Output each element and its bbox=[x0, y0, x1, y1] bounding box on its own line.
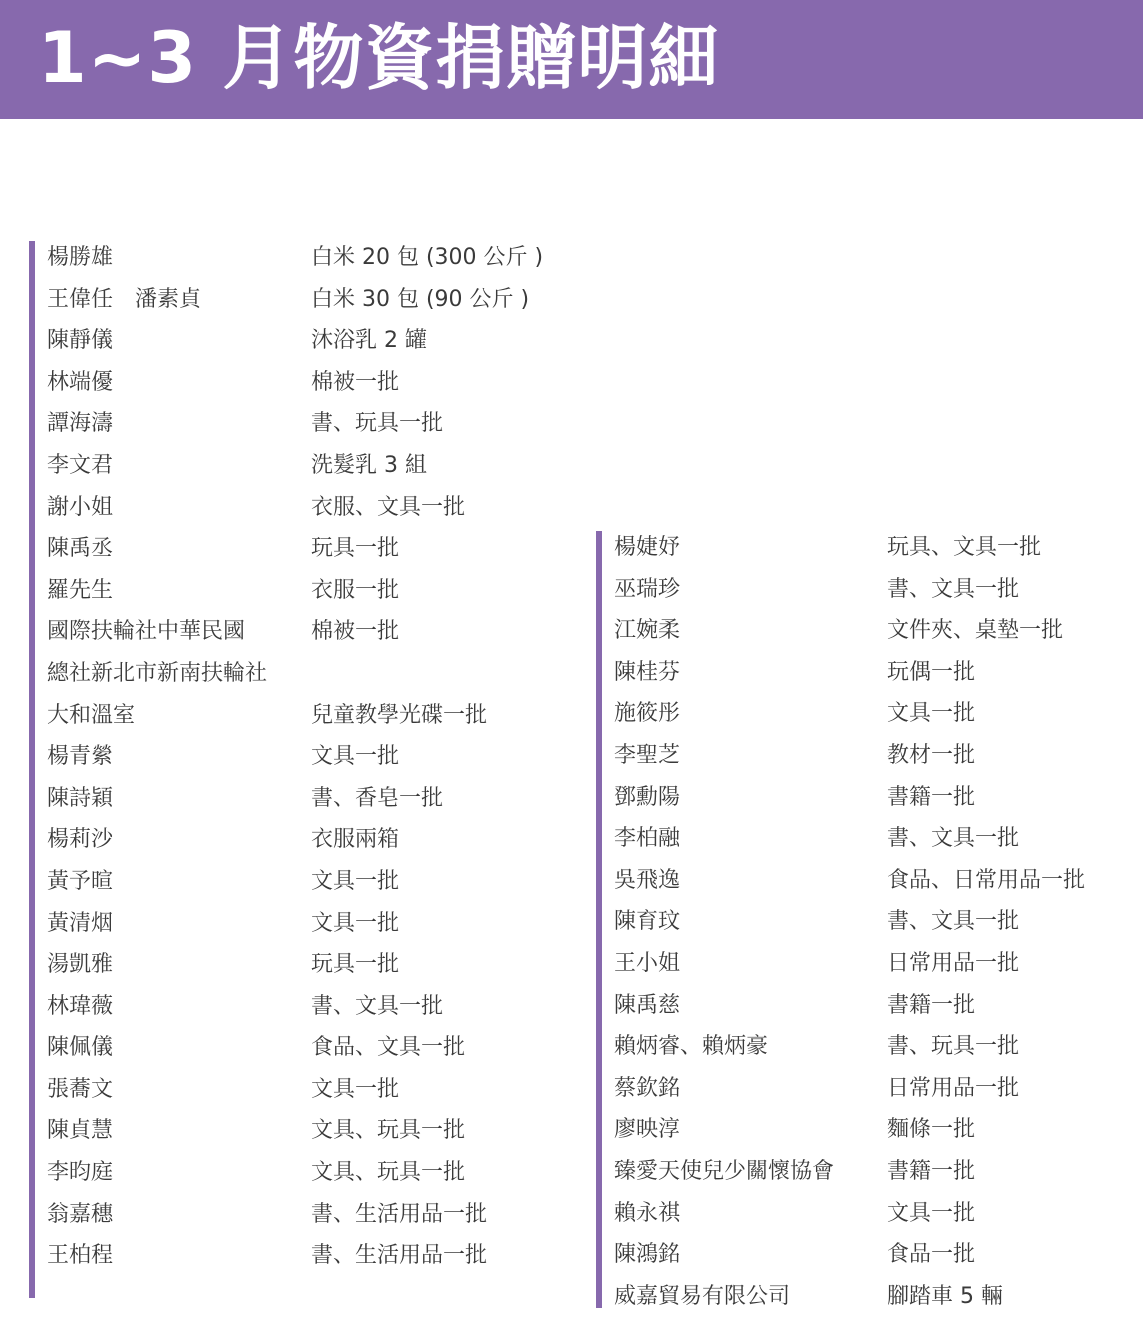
donated-items: 書、香皂一批 bbox=[311, 785, 444, 811]
donated-items: 書籍一批 bbox=[887, 992, 976, 1018]
donor-name: 臻愛天使兒少關懷協會 bbox=[614, 1158, 835, 1184]
donated-items: 棉被一批 bbox=[311, 369, 400, 395]
donor-name: 巫瑞珍 bbox=[614, 576, 681, 602]
donated-items: 文具一批 bbox=[311, 868, 400, 894]
header-banner bbox=[0, 0, 1143, 119]
donated-items: 白米 20 包 (300 公斤 ) bbox=[311, 245, 544, 270]
donated-items: 玩具一批 bbox=[311, 536, 400, 562]
donor-name: 陳詩穎 bbox=[47, 785, 114, 811]
donor-name: 陳鴻銘 bbox=[614, 1242, 681, 1268]
donor-name: 鄧勳陽 bbox=[614, 784, 681, 810]
donation-list-left bbox=[29, 241, 544, 1298]
donated-items: 文件夾、桌墊一批 bbox=[887, 618, 1064, 644]
donated-items: 書籍一批 bbox=[887, 1158, 976, 1184]
donated-items: 文具一批 bbox=[311, 1076, 400, 1102]
donated-items: 食品、日常用品一批 bbox=[887, 867, 1086, 893]
donor-name: 陳禹丞 bbox=[47, 536, 114, 562]
donor-name: 賴炳睿、賴炳豪 bbox=[614, 1034, 769, 1060]
donor-name: 楊婕妤 bbox=[614, 535, 681, 560]
donor-name: 施筱彤 bbox=[614, 701, 681, 727]
donated-items: 文具、玩具一批 bbox=[311, 1160, 466, 1186]
donor-name: 李柏融 bbox=[614, 826, 681, 852]
donation-list-right bbox=[596, 531, 1086, 1309]
donor-name: 謝小姐 bbox=[47, 494, 114, 520]
donor-name: 羅先生 bbox=[47, 577, 114, 603]
donor-name: 蔡欽銘 bbox=[614, 1075, 681, 1101]
donor-name: 李文君 bbox=[47, 452, 114, 478]
donor-name: 翁嘉穗 bbox=[47, 1201, 114, 1227]
donor-name: 江婉柔 bbox=[614, 618, 681, 644]
donated-items: 麵條一批 bbox=[887, 1117, 976, 1143]
donated-items: 兒童教學光碟一批 bbox=[311, 702, 488, 728]
donated-items: 玩具一批 bbox=[311, 952, 400, 978]
donor-name: 林端優 bbox=[47, 369, 114, 395]
donor-name: 王小姐 bbox=[614, 950, 681, 976]
donor-name: 譚海濤 bbox=[47, 411, 114, 437]
donor-name: 楊莉沙 bbox=[47, 827, 114, 853]
donated-items: 食品、文具一批 bbox=[311, 1035, 466, 1061]
donated-items: 衣服一批 bbox=[311, 577, 400, 603]
donated-items: 書、玩具一批 bbox=[311, 411, 444, 437]
donated-items: 衣服兩箱 bbox=[311, 827, 400, 853]
donated-items: 文具一批 bbox=[311, 910, 400, 936]
donor-name: 楊勝雄 bbox=[47, 245, 114, 270]
donated-items: 書、文具一批 bbox=[311, 993, 444, 1019]
donor-name: 陳禹慈 bbox=[614, 992, 681, 1018]
page-title: 1~3 月物資捐贈明細 bbox=[38, 17, 720, 99]
donated-items: 書、生活用品一批 bbox=[311, 1201, 488, 1227]
donated-items: 食品一批 bbox=[887, 1242, 976, 1268]
donor-name: 賴永祺 bbox=[614, 1200, 681, 1226]
donor-name: 林瑋薇 bbox=[47, 993, 114, 1019]
donor-name: 李昀庭 bbox=[47, 1160, 114, 1186]
donor-name: 李聖芝 bbox=[614, 742, 681, 768]
donated-items: 文具一批 bbox=[311, 744, 400, 770]
donated-items: 衣服、文具一批 bbox=[311, 494, 466, 520]
donated-items: 教材一批 bbox=[887, 742, 976, 768]
donated-items: 棉被一批 bbox=[311, 619, 400, 645]
donated-items: 洗髮乳 3 組 bbox=[311, 452, 427, 478]
donor-name: 張蕎文 bbox=[47, 1076, 114, 1102]
donated-items: 書、玩具一批 bbox=[887, 1034, 1020, 1060]
donor-name: 總社新北市新南扶輪社 bbox=[47, 660, 268, 686]
donor-name: 陳桂芬 bbox=[614, 659, 681, 685]
donor-name: 陳佩儀 bbox=[47, 1035, 114, 1061]
donated-items: 白米 30 包 (90 公斤 ) bbox=[311, 286, 530, 312]
donor-name: 陳貞慧 bbox=[47, 1118, 114, 1144]
donor-name: 陳育玟 bbox=[614, 909, 681, 935]
donor-name: 廖映淳 bbox=[614, 1117, 681, 1143]
donated-items: 玩具、文具一批 bbox=[887, 535, 1042, 560]
donated-items: 日常用品一批 bbox=[887, 1075, 1020, 1101]
donor-name: 大和溫室 bbox=[47, 702, 136, 728]
donor-name: 黃清烟 bbox=[47, 910, 114, 936]
donated-items: 玩偶一批 bbox=[887, 659, 976, 685]
donated-items: 書、文具一批 bbox=[887, 909, 1020, 935]
donated-items: 腳踏車 5 輛 bbox=[887, 1283, 1003, 1309]
donated-items: 文具一批 bbox=[887, 701, 976, 727]
donor-name: 國際扶輪社中華民國 bbox=[47, 619, 246, 645]
donated-items: 書籍一批 bbox=[887, 784, 976, 810]
donated-items: 書、生活用品一批 bbox=[311, 1243, 488, 1269]
donated-items: 文具一批 bbox=[887, 1200, 976, 1226]
donor-name: 陳靜儀 bbox=[47, 328, 114, 354]
donated-items: 書、文具一批 bbox=[887, 826, 1020, 852]
donor-name: 吳飛逸 bbox=[614, 867, 681, 893]
donor-name: 王柏程 bbox=[47, 1243, 114, 1269]
donated-items: 書、文具一批 bbox=[887, 576, 1020, 602]
donor-name: 黃予暄 bbox=[47, 868, 114, 894]
donated-items: 日常用品一批 bbox=[887, 950, 1020, 976]
donated-items: 文具、玩具一批 bbox=[311, 1118, 466, 1144]
donor-name: 王偉任 潘素貞 bbox=[47, 286, 202, 312]
donor-name: 威嘉貿易有限公司 bbox=[614, 1283, 791, 1309]
donor-name: 楊青縈 bbox=[47, 744, 114, 770]
donor-name: 湯凱雅 bbox=[47, 952, 114, 978]
donated-items: 沐浴乳 2 罐 bbox=[311, 328, 427, 354]
